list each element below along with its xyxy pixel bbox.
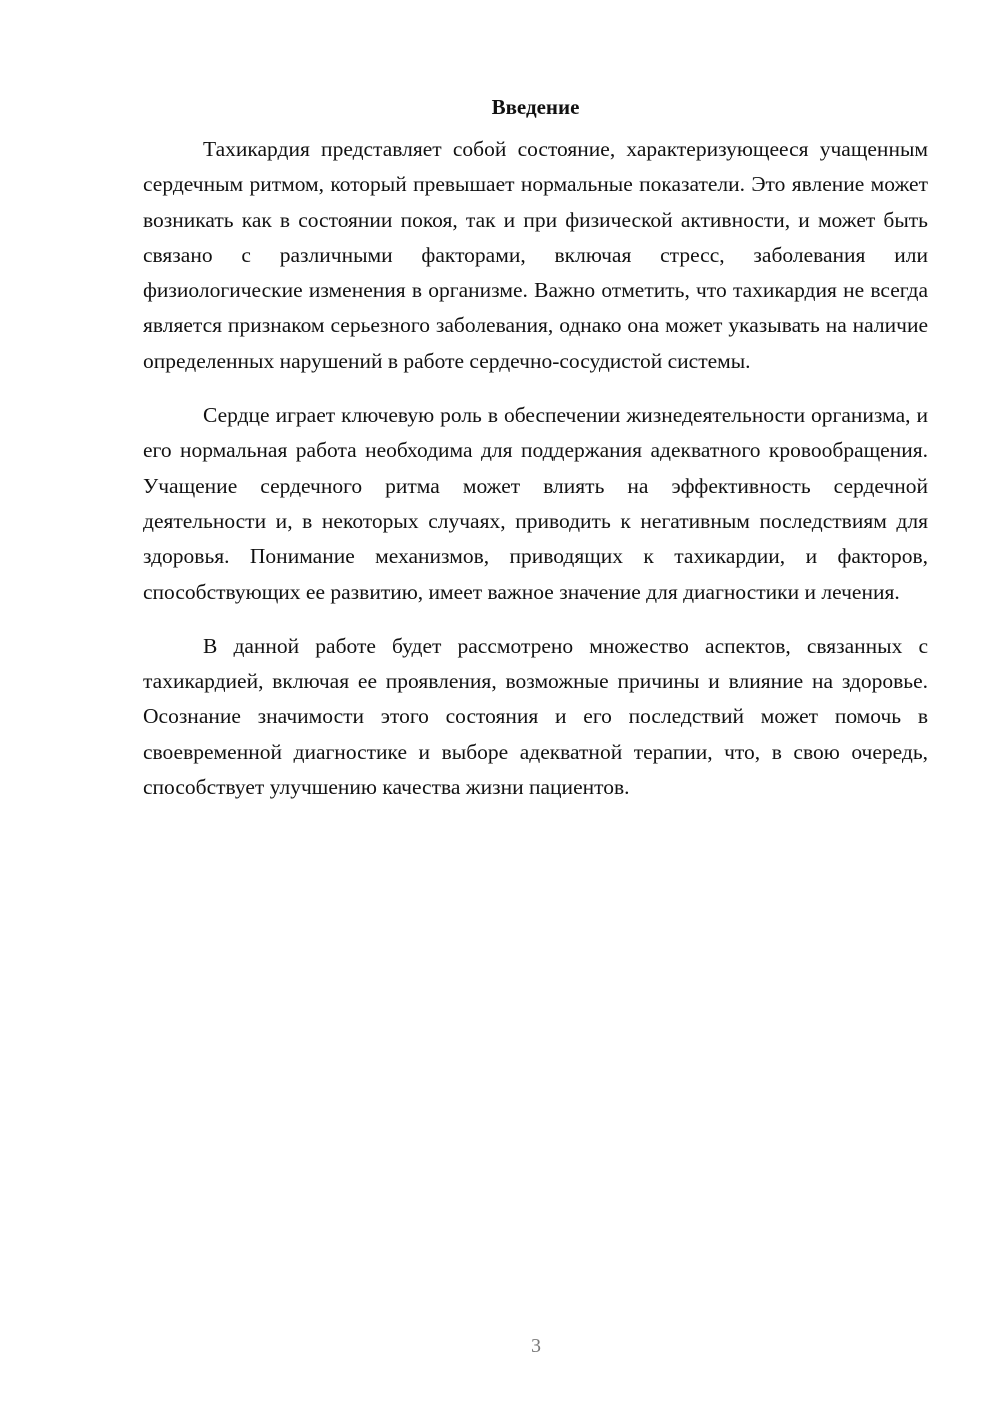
paragraph-1: Тахикардия представляет собой состояние, характеризующееся учащенным сердечным ритмом, который превышает нормальные показатели. Это явление может возникать как в состоянии покоя, так и при физической активности, и может быть связано с различными факторами, включая стресс, заболевания или физиологические изменения в организме. Важно отметить, что тахикардия не всегда является признаком серьезного заболевания, однако она может указывать на наличие определенных нарушений в работе сердечно-сосудистой системы. — [143, 137, 928, 373]
paragraph-2: Сердце играет ключевую роль в обеспечении жизнедеятельности организма, и его нормальная работа необходима для поддержания адекватного кровообращения. Учащение сердечного ритма может влиять на эффективность сердечной деятельности и, в некоторых случаях, приводить к негативным последствиям для здоровья. Понимание механизмов, приводящих к тахикардии, и факторов, способствующих ее развитию, имеет важное значение для диагностики и лечения. — [143, 403, 928, 604]
document-body — [143, 92, 928, 824]
section-heading: Введение — [491, 95, 580, 119]
page-number: 3 — [531, 1335, 541, 1357]
paragraph-3: В данной работе будет рассмотрено множество аспектов, связанных с тахикардией, включая ее проявления, возможные причины и влияние на здоровье. Осознание значимости этого состояния и его последствий может помочь в своевременной диагностике и выборе адекватной терапии, что, в свою очередь, способствует улучшению качества жизни пациентов. — [143, 633, 928, 800]
